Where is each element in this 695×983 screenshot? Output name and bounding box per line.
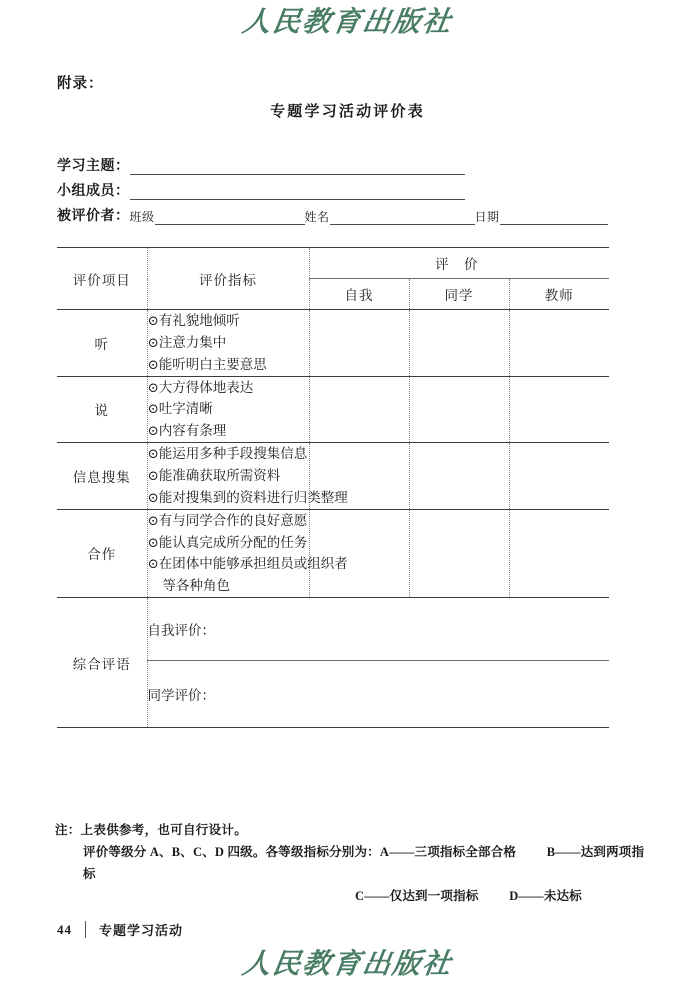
evaluatee-label: 被评价者： (57, 209, 130, 224)
note-line-1: 注：上表供参考，也可自行设计。 (55, 823, 248, 837)
class-input[interactable] (155, 207, 305, 225)
indicator-continuation: 等各种角色 (162, 578, 230, 594)
members-label: 小组成员： (57, 184, 130, 199)
peer-comment-cell[interactable] (147, 661, 609, 728)
page-footer (57, 920, 183, 939)
score-teacher[interactable] (509, 376, 609, 443)
indicator-line: ⊙大方得体地表达 (147, 379, 254, 395)
peer-comment-label: 同学评价： (147, 688, 215, 704)
row-indicators (147, 376, 309, 443)
score-peer[interactable] (409, 376, 509, 443)
indicator-line: ⊙能对搜集到的资料进行归类整理 (147, 489, 348, 505)
note-line-2 (55, 842, 655, 886)
row-indicators (147, 310, 309, 377)
topic-input[interactable] (130, 157, 465, 175)
header-evaluation: 评 价 (309, 248, 609, 279)
page-title: 专题学习活动评价表 (270, 104, 425, 120)
note-line-3 (55, 886, 655, 908)
table-row (57, 509, 609, 597)
score-self[interactable] (309, 509, 409, 597)
footer-divider (85, 921, 86, 938)
score-self[interactable] (309, 376, 409, 443)
note-grade-b: B——达到两项指标 (83, 844, 645, 881)
note-grade-d: D——未达标 (509, 888, 582, 903)
score-self[interactable] (309, 310, 409, 377)
date-label: 日期 (474, 210, 500, 224)
header-self: 自我 (344, 288, 374, 303)
row-indicators (147, 509, 348, 597)
indicator-line: ⊙能听明白主要意思 (147, 356, 267, 372)
publisher-logo-top: 人民教育出版社 (240, 5, 455, 38)
form-row-topic (57, 152, 617, 177)
indicator-line: ⊙吐字清晰 (147, 401, 213, 417)
date-input[interactable] (500, 207, 608, 225)
notes-block (55, 820, 655, 908)
score-teacher[interactable] (509, 509, 609, 597)
score-teacher[interactable] (509, 310, 609, 377)
name-input[interactable] (330, 207, 475, 225)
form-row-evaluatee (57, 202, 617, 227)
form-row-members (57, 177, 617, 202)
page-number: 44 (57, 921, 72, 937)
indicator-line: ⊙注意力集中 (147, 334, 227, 350)
topic-label: 学习主题： (57, 159, 130, 174)
row-item-label: 听 (94, 336, 109, 352)
header-indicator: 评价指标 (147, 248, 309, 310)
note-grade-intro: 评价等级分 A、B、C、D 四级。各等级指标分别为：A——三项指标全部合格 (83, 844, 517, 859)
score-teacher[interactable] (509, 443, 609, 510)
evaluation-table-wrapper (57, 247, 609, 728)
indicator-line: ⊙内容有条理 (147, 423, 227, 439)
table-row (57, 310, 609, 377)
members-input[interactable] (130, 182, 465, 200)
row-item-label: 说 (94, 403, 109, 419)
score-peer[interactable] (409, 509, 509, 597)
indicator-line: ⊙能认真完成所分配的任务 (147, 534, 308, 550)
indicator-line: ⊙能运用多种手段搜集信息 (147, 446, 308, 462)
score-peer[interactable] (409, 310, 509, 377)
self-comment-cell[interactable] (147, 598, 609, 661)
indicator-line: ⊙能准确获取所需资料 (147, 468, 281, 484)
score-peer[interactable] (409, 443, 509, 510)
row-item-label: 信息搜集 (72, 469, 131, 485)
header-teacher: 教师 (544, 288, 574, 303)
header-peer: 同学 (409, 279, 509, 310)
indicator-line: ⊙有与同学合作的良好意愿 (147, 512, 308, 528)
row-indicators (147, 443, 348, 510)
self-comment-label: 自我评价： (147, 623, 215, 639)
form-header-fields (57, 152, 617, 227)
table-row (57, 376, 609, 443)
name-label: 姓名 (304, 210, 330, 224)
row-item-label: 合作 (87, 547, 117, 563)
summary-item-label: 综合评语 (72, 656, 131, 672)
table-header-row-1 (57, 248, 609, 279)
note-grade-c: C——仅达到一项指标 (355, 888, 479, 903)
class-label: 班级 (129, 210, 155, 224)
indicator-line: ⊙在团体中能够承担组员或组织者 (147, 556, 348, 572)
evaluation-table (57, 247, 609, 728)
table-row (57, 443, 609, 510)
summary-row-self (57, 598, 609, 661)
publisher-logo-bottom: 人民教育出版社 (240, 947, 455, 980)
footer-section-title: 专题学习活动 (99, 923, 184, 938)
header-item: 评价项目 (72, 272, 131, 288)
appendix-label: 附录： (57, 76, 104, 92)
indicator-line: ⊙有礼貌地倾听 (147, 313, 240, 328)
